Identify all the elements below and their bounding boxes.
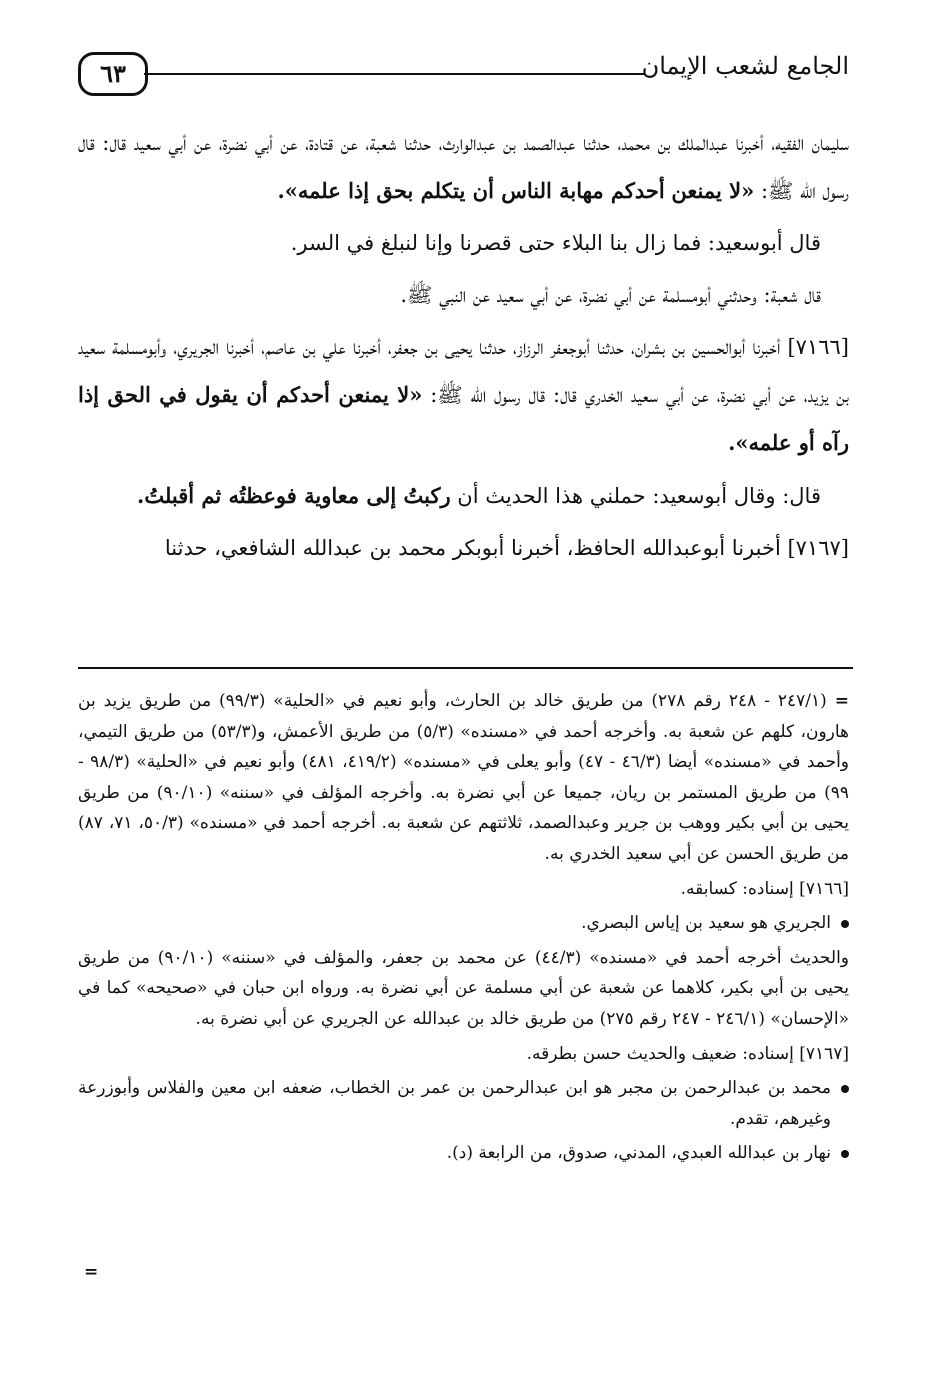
- header-rule: [144, 73, 645, 75]
- p1-line-2-bold: «لا يمنعن: [671, 178, 755, 203]
- footnote-6-text: محمد بن عبدالرحمن بن مجبر هو ابن عبدالرحمن بن عمر بن الخطاب، ضعفه ابن معين والفلاس وأبوزرعة وغيرهم، تقدم.: [78, 1078, 831, 1129]
- footnote-1: [78, 686, 849, 870]
- bullet-icon: [841, 920, 849, 928]
- continuation-mark: =: [834, 691, 849, 711]
- p4-hadith: «لا يمنعن أحدكم أن يقول في الحق إذا رآه أو علمه».: [78, 382, 849, 455]
- p1-line-3: أحدكم مهابة الناس أن يتكلم بحق إذا علمه».: [277, 178, 665, 203]
- paragraph-2: قال أبوسعيد: فما زال بنا البلاء حتى قصرنا وإنا لنبلغ في السر.: [290, 231, 821, 255]
- paragraph-4: [78, 324, 849, 467]
- bullet-icon: [841, 1150, 849, 1158]
- paragraph-3: قال شعبة: وحدثني أبومسلمة عن أبي نضرة، عن أبي سعيد عن النبي ﷺ.: [400, 283, 821, 307]
- footnote-7: [78, 1138, 849, 1169]
- paragraph-6: [٧١٦٧] أخبرنا أبوعبدالله الحافظ، أخبرنا أبوبكر محمد بن عبدالله الشافعي، حدثنا: [164, 536, 849, 560]
- footnote-4: والحديث أخرجه أحمد في «مسنده» (٤٤/٣) عن محمد بن جعفر، والمؤلف في «سننه» (٩٠/١٠) من طريق يحيى بن أبي بكير، كلاهما عن شعبة عن أبي مسلمة عن أبي نضرة به. ورواه ابن حبان في «صحيحه» كما في «الإحسان» (٢٤٦/١ - ٢٤٧ رقم ٢٧٥) من طريق خالد بن عبدالله عن الجريري عن أبي نضرة به.: [78, 947, 849, 1029]
- footnote-3: [78, 908, 849, 939]
- running-title: الجامع لشعب الإيمان: [641, 52, 849, 80]
- footnote-2: [٧١٦٦] إسناده: كسابقه.: [680, 878, 849, 899]
- footnote-3-text: الجريري هو سعيد بن إياس البصري.: [581, 913, 831, 934]
- bullet-icon: [841, 1085, 849, 1093]
- page-header: [78, 46, 849, 102]
- p5-bold: ركبتُ إلى معاوية فوعظتُه ثم أقبلتُ.: [137, 483, 451, 508]
- p5-text: قال: وقال أبوسعيد: حملني هذا الحديث أن: [450, 484, 821, 508]
- footnote-separator: [78, 667, 853, 669]
- footnotes: [78, 686, 849, 1173]
- footnote-1-text: (٢٤٧/١ - ٢٤٨ رقم ٢٧٨) من طريق خالد بن الحارث، وأبو نعيم في «الحلية» (٩٩/٣) من طريق يزيد بن هارون، كلهم عن شعبة به. وأخرجه أحمد في «مسنده» (٥/٣) من طريق الأعمش، و(٥٣/٣) من طريق التيمي، وأحمد في «مسنده» أيضا (٤٦/٣ - ٤٧) وأبو يعلى في «مسنده» (٤١٩/٢، ٤٨١) وأبو نعيم في «الحلية» (٩٨/٣ - ٩٩) من طريق المستمر بن ريان، جميعا عن أبي نضرة به. وأخرجه المؤلف في «سننه» (٩٠/١٠) من طريق يحيى بن أبي بكير ووهب بن جرير وعبدالصمد، ثلاثتهم عن شعبة به. أخرجه أحمد في «مسنده» (٥٠/٣، ٧١، ٨٧) من طريق الحسن عن أبي سعيد الخدري به.: [78, 691, 850, 864]
- end-continuation-mark: =: [84, 1262, 99, 1282]
- paragraph-5: [78, 472, 849, 520]
- main-text: [78, 120, 849, 577]
- footnote-7-text: نهار بن عبدالله العبدي، المدني، صدوق، من الرابعة (د).: [446, 1143, 831, 1164]
- footnote-6: [78, 1073, 849, 1134]
- p1-line-1: سليمان الفقيه، أخبرنا عبدالملك بن محمد، حدثنا عبدالصمد بن عبدالوارث، حدثنا: [404, 131, 849, 155]
- p4-text: [٧١٦٦] أخبرنا أبوالحسين بن بشران، حدثنا أبوجعفر الرزاز، حدثنا يحيى بن جعفر، أخبرنا علي بن عاصم، أخبرنا الجريري، وأبومسلمة سعيد بن يزيد، عن أبي نضرة، عن أبي سعيد الخدري قال: قال رسول الله ﷺ:: [78, 335, 849, 407]
- page-number-badge: ٦٣: [78, 52, 148, 96]
- footnote-5: [٧١٦٧] إسناده: ضعيف والحديث حسن بطرقه.: [526, 1043, 849, 1064]
- p1-line-2: شعبة، عن قتادة، عن أبي نضرة، عن أبي سعيد قال: قال رسول الله ﷺ:: [78, 131, 849, 203]
- paragraph-1: [78, 120, 849, 215]
